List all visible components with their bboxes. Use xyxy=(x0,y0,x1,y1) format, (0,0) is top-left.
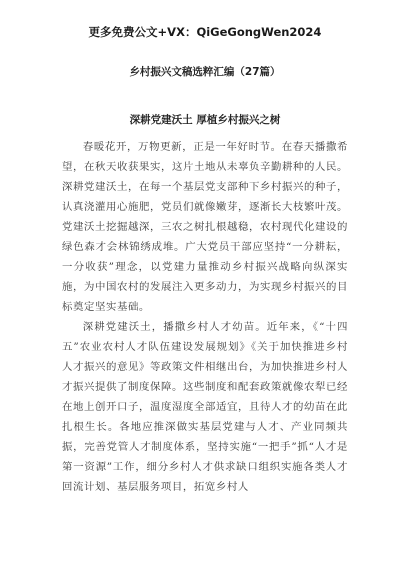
body-text xyxy=(62,137,348,497)
section-title: 深耕党建沃土 厚植乡村振兴之树 xyxy=(129,114,281,126)
document-title: 乡村振兴文稿选粹汇编（27篇） xyxy=(129,66,281,78)
promo-banner: 更多免费公文+VX：QiGeGongWen2024 xyxy=(88,25,322,39)
paragraph: 深耕党建沃土，播撒乡村人才幼苗。近年来，《“十四五”农业农村人才队伍建设发展规划》《关于加快推进乡村人才振兴的意见》等政策文件相继出台，为加快推进乡村人才振兴提供了制度保障。这些制度和配套政策就像农犁已经在地上创开口子，温度湿度全部适宜，且待人才的幼苗在此扎根生长。各地应推深做实基层党建与人才、产业同频共振，完善党管人才制度体系，坚持实施“一把手”抓“人才是第一资源”工作，细分乡村人才供求缺口组织实施各类人才回流计划、基层服务项目，拓宽乡村人 xyxy=(62,321,348,493)
paragraph: 春暖花开，万物更新，正是一年好时节。在春天播撒希望，在秋天收获果实，这片土地从未辜负辛勤耕种的人民。深耕党建沃土，在每一个基层党支部种下乡村振兴的种子，认真浇灌用心施肥，党员们就像嫩芽，逐渐长大枝繁叶茂。党建沃土挖掘越深，三农之树扎根越稳，农村现代化建设的绿色森才会林锦绣成堆。广大党员干部应坚持“一分耕耘，一分收获”理念，以党建力量推动乡村振兴战略向纵深实施，为中国农村的发展注入更多动力，为实现乡村振兴的目标奠定坚实基础。 xyxy=(62,141,348,313)
